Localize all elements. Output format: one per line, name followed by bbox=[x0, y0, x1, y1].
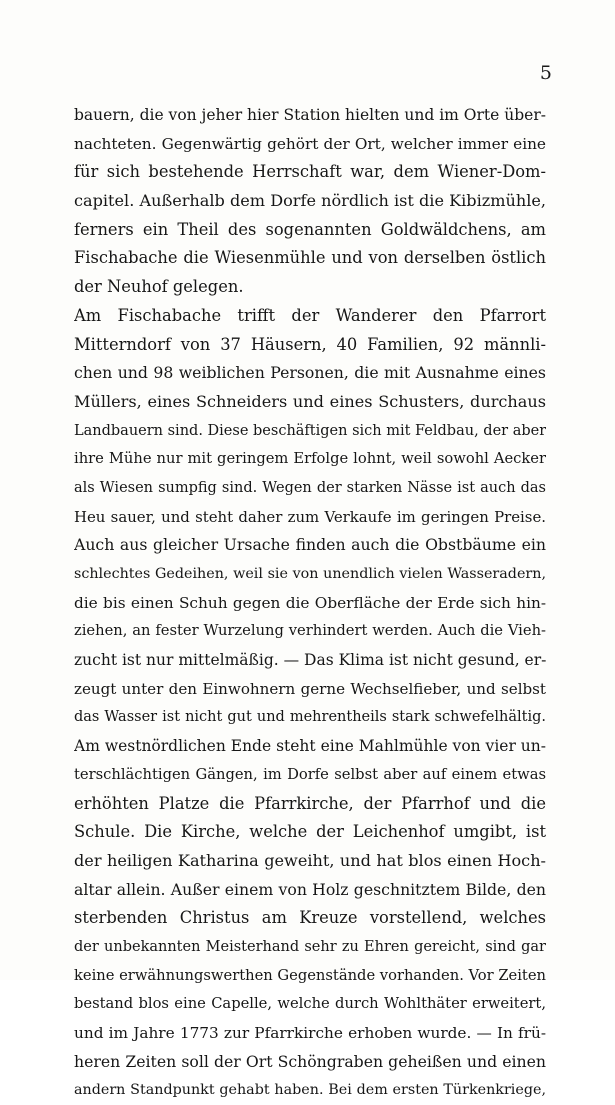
text-line: zucht ist nur mittelmäßig. — Das Klima ist nicht gesund, er- bbox=[74, 651, 546, 670]
text-line: sterbenden Christus am Kreuze vorstellend, welches bbox=[74, 908, 546, 928]
text-line: chen und 98 weiblichen Personen, die mit Ausnahme eines bbox=[74, 363, 546, 383]
text-line: für sich bestehende Herrschaft war, dem Wiener-Dom- bbox=[74, 162, 546, 182]
text-line: und im Jahre 1773 zur Pfarrkirche erhoben wurde. — In frü- bbox=[74, 1024, 546, 1042]
text-line: bauern, die von jeher hier Station hielten und im Orte über- bbox=[74, 106, 546, 124]
text-line: der Neuhof gelegen. bbox=[74, 277, 244, 297]
text-line: terschlächtigen Gängen, im Dorfe selbst aber auf einem etwas bbox=[74, 765, 546, 783]
text-line: die bis einen Schuh gegen die Oberfläche der Erde sich hin- bbox=[74, 593, 546, 612]
text-line: bestand blos eine Capelle, welche durch Wohlthäter erweitert, bbox=[74, 995, 546, 1013]
text-line: Heu sauer, und steht daher zum Verkaufe im geringen Preise. bbox=[74, 507, 546, 526]
text-line: das Wasser ist nicht gut und mehrentheils stark schwefelhältig. bbox=[74, 709, 546, 726]
text-line: Schule. Die Kirche, welche der Leichenhof umgibt, ist bbox=[74, 822, 546, 842]
page-number: 5 bbox=[539, 62, 552, 84]
text-line: als Wiesen sumpfig sind. Wegen der starken Nässe ist auch das bbox=[74, 479, 546, 496]
text-line: der unbekannten Meisterhand sehr zu Ehren gereicht, sind gar bbox=[74, 938, 546, 955]
text-line: Am westnördlichen Ende steht eine Mahlmühle von vier un- bbox=[74, 737, 546, 756]
text-line: capitel. Außerhalb dem Dorfe nördlich ist die Kibizmühle, bbox=[74, 191, 546, 211]
text-line: altar allein. Außer einem von Holz geschnitztem Bilde, den bbox=[74, 879, 546, 899]
text-line: schlechtes Gedeihen, weil sie von unendlich vielen Wasseradern, bbox=[74, 566, 546, 582]
body-text bbox=[74, 101, 546, 1105]
text-line: zeugt unter den Einwohnern gerne Wechselfieber, und selbst bbox=[74, 679, 546, 698]
text-line: Am Fischabache trifft der Wanderer den Pfarrort bbox=[74, 305, 546, 325]
text-line: Fischabache die Wiesenmühle und von derselben östlich bbox=[74, 248, 546, 268]
text-line: der heiligen Katharina geweiht, und hat blos einen Hoch- bbox=[74, 850, 546, 870]
text-line: erhöhten Platze die Pfarrkirche, der Pfarrhof und die bbox=[74, 793, 546, 813]
text-line: ferners ein Theil des sogenannten Goldwäldchens, am bbox=[74, 219, 546, 239]
text-line: andern Standpunkt gehabt haben. Bei dem ersten Türkenkriege, bbox=[74, 1082, 546, 1099]
text-line: Müllers, eines Schneiders und eines Schusters, durchaus bbox=[74, 391, 546, 411]
text-line: Auch aus gleicher Ursache finden auch die Obstbäume ein bbox=[74, 535, 546, 555]
text-line: Landbauern sind. Diese beschäftigen sich mit Feldbau, der aber bbox=[74, 422, 546, 439]
text-line: Mitterndorf von 37 Häusern, 40 Familien, 92 männli- bbox=[74, 334, 546, 354]
text-line: heren Zeiten soll der Ort Schöngraben geheißen und einen bbox=[74, 1051, 546, 1071]
text-line: nachteten. Gegenwärtig gehört der Ort, welcher immer eine bbox=[74, 134, 546, 153]
text-line: keine erwähnungswerthen Gegenstände vorhanden. Vor Zeiten bbox=[74, 966, 546, 984]
text-line: ziehen, an fester Wurzelung verhindert werden. Auch die Vieh- bbox=[74, 622, 546, 640]
text-line: ihre Mühe nur mit geringem Erfolge lohnt, weil sowohl Aecker bbox=[74, 450, 546, 468]
